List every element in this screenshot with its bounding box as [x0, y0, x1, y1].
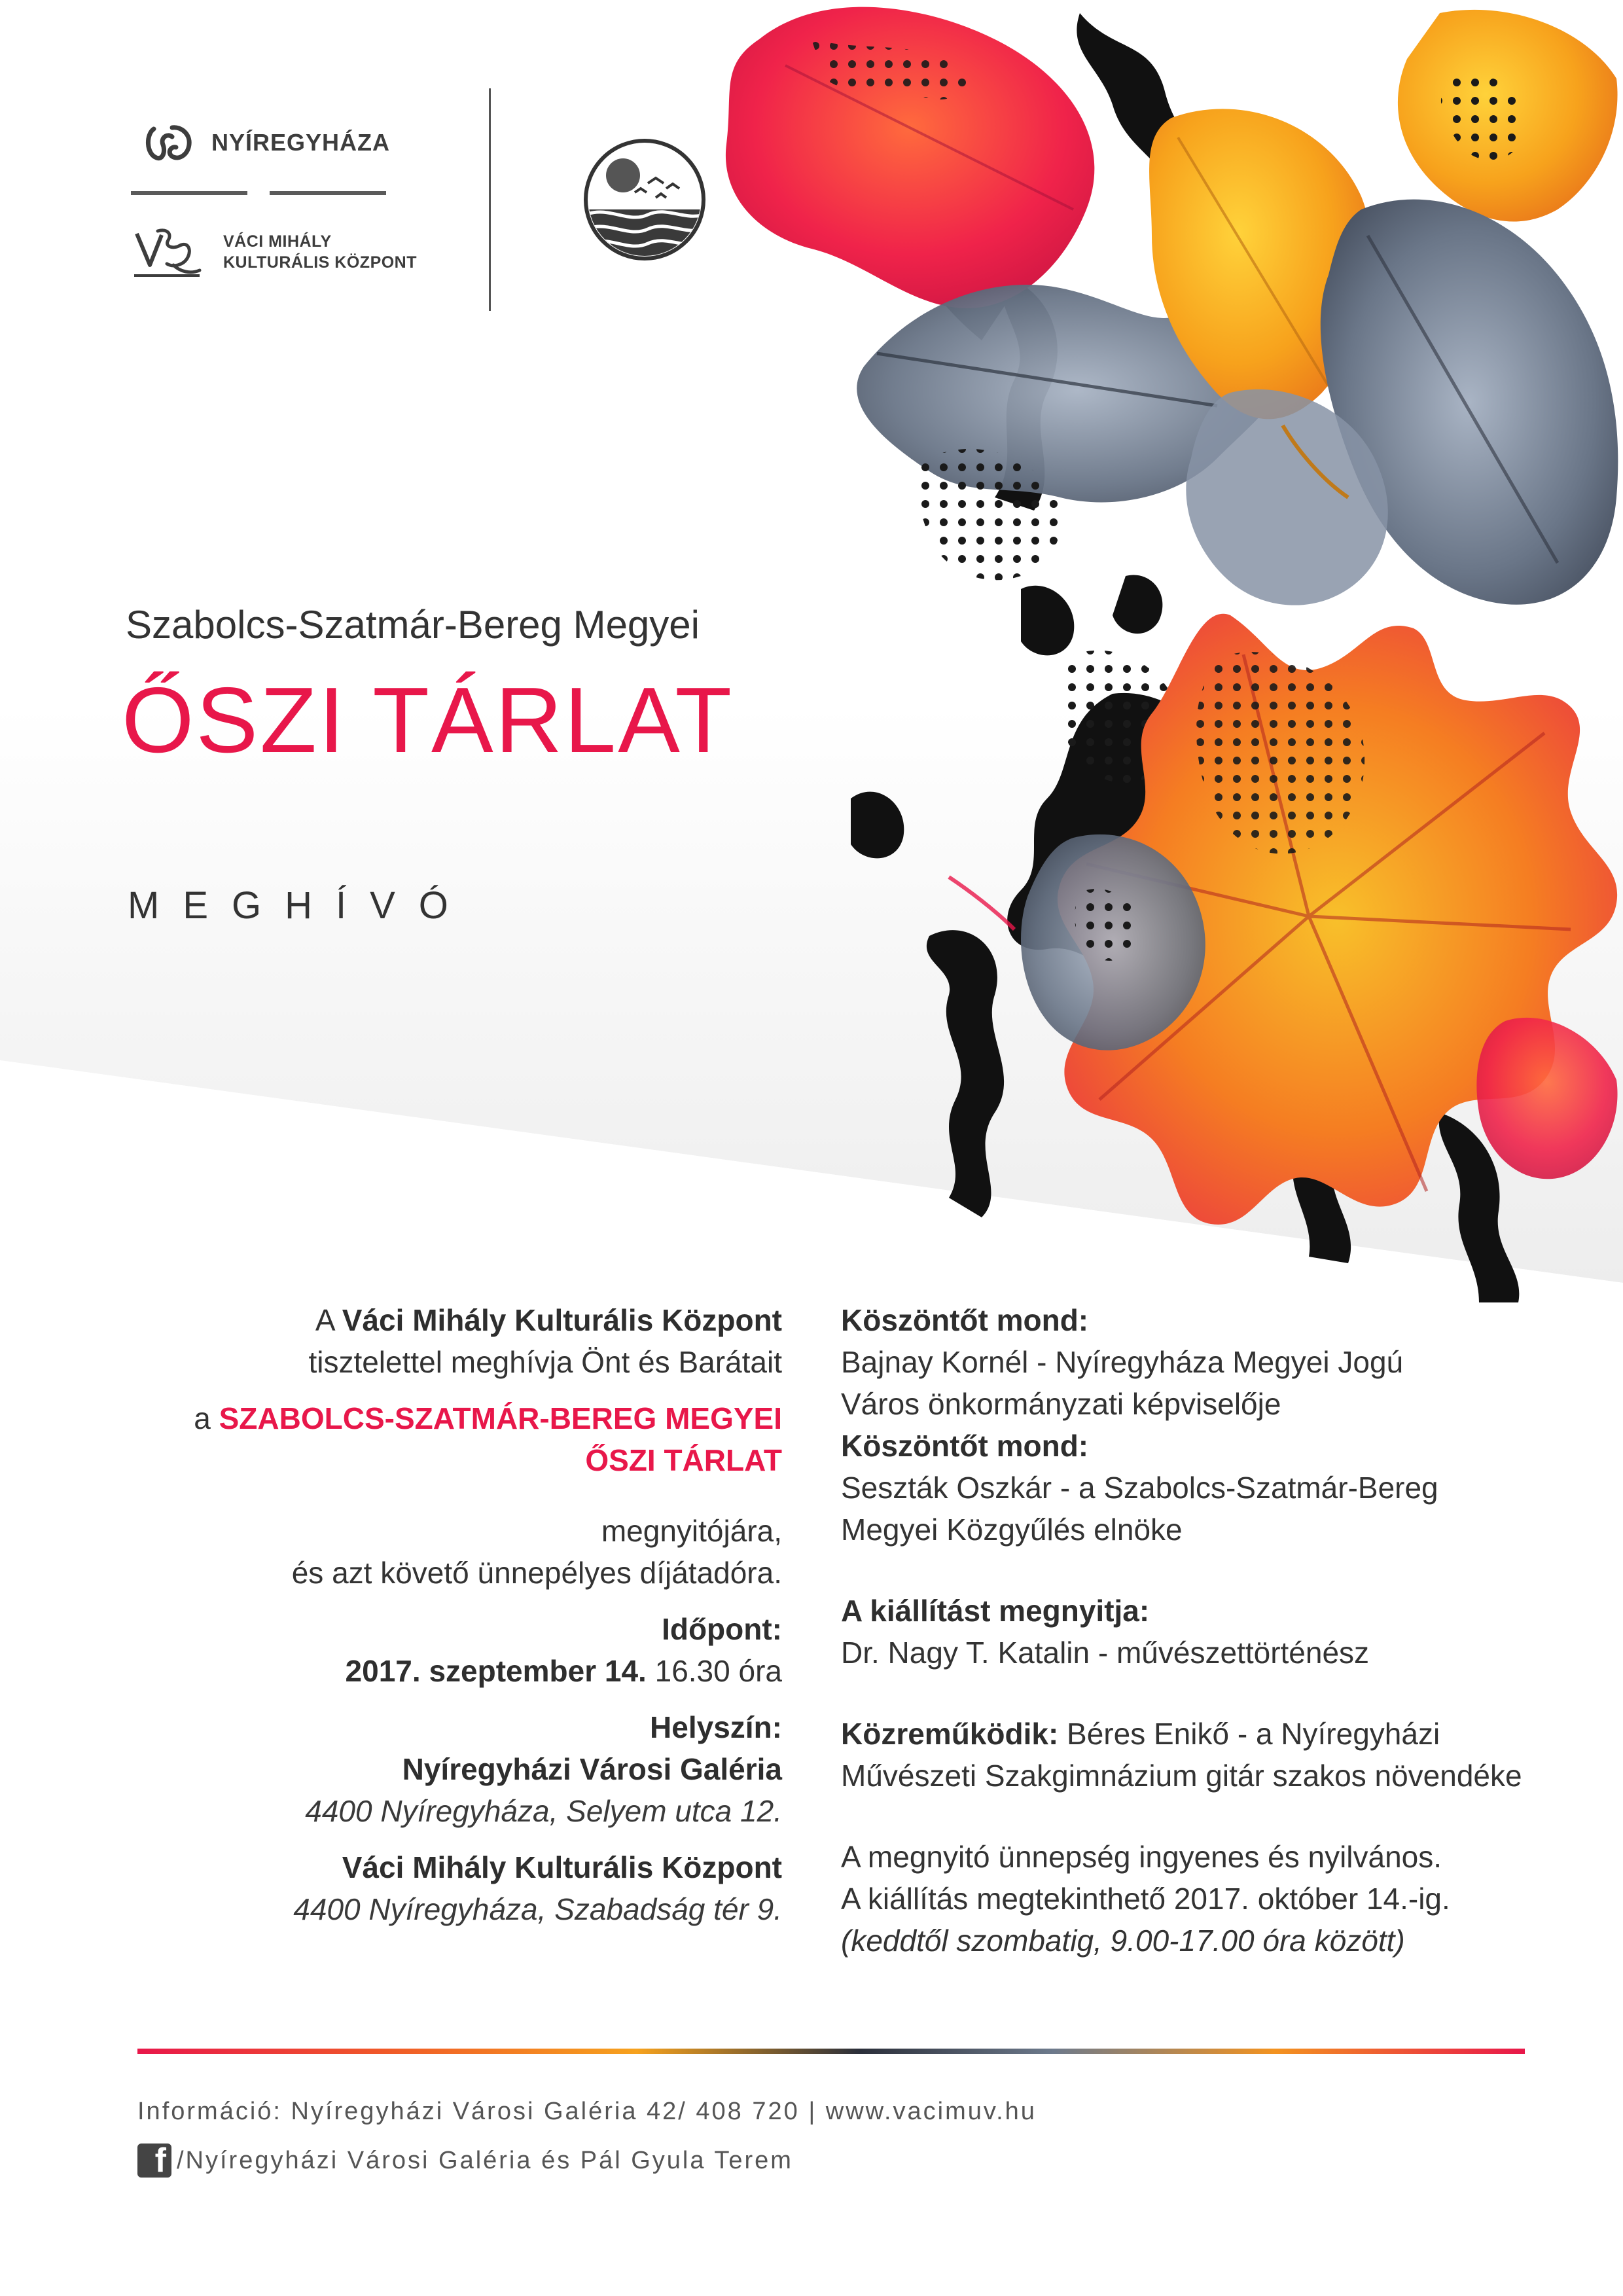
greeting2-line2: Megyei Közgyűlés elnöke — [841, 1513, 1183, 1547]
facebook-page-text[interactable]: /Nyíregyházi Városi Galéria és Pál Gyula Terem — [177, 2146, 793, 2174]
event-name-line1: SZABOLCS-SZATMÁR-BEREG MEGYEI — [219, 1401, 782, 1435]
facebook-icon[interactable] — [137, 2144, 171, 2178]
logo-separator — [489, 88, 491, 311]
logo-rule-left — [131, 191, 247, 195]
venue-label: Helyszín: — [650, 1710, 782, 1744]
nyiregyhaza-logo-text: NYÍREGYHÁZA — [211, 129, 391, 156]
opening-line1: megnyitójára, — [601, 1514, 782, 1548]
venue2-address: 4400 Nyíregyháza, Szabadság tér 9. — [293, 1892, 782, 1926]
gallery-round-logo-icon — [582, 137, 707, 262]
time-line — [118, 1650, 782, 1692]
vaci-mihaly-logo-icon — [128, 219, 206, 285]
facebook-line[interactable] — [137, 2144, 793, 2178]
footer-info: Információ: Nyíregyházi Városi Galéria 42/ 408 720 | www.vacimuv.hu — [137, 2098, 1037, 2125]
time-label: Időpont: — [662, 1612, 782, 1646]
opener-label: A kiállítást megnyitja: — [841, 1594, 1150, 1628]
time-date: 2017. szeptember 14. — [345, 1654, 647, 1688]
footer-gradient-rule — [137, 2049, 1525, 2054]
vaci-mihaly-logo — [128, 219, 417, 285]
page-subtitle: Szabolcs-Szatmár-Bereg Megyei — [126, 603, 700, 647]
opener-name: Dr. Nagy T. Katalin - művészettörténész — [841, 1636, 1370, 1670]
facebook-glyph: f — [154, 2142, 166, 2179]
contrib-label: Közreműködik: — [841, 1717, 1059, 1751]
time-hour: 16.30 óra — [646, 1654, 782, 1688]
invitation-label: MEGHÍVÓ — [128, 884, 472, 927]
greeting2-label: Köszöntőt mond: — [841, 1429, 1089, 1463]
org-name: Váci Mihály Kulturális Központ — [342, 1303, 782, 1337]
venue1-name: Nyíregyházi Városi Galéria — [402, 1752, 782, 1786]
greeting1-line2: Város önkormányzati képviselője — [841, 1387, 1281, 1421]
contrib-name: Béres Enikő - a Nyíregyházi — [1058, 1717, 1440, 1751]
opening-line2: és azt követő ünnepélyes díjátadóra. — [291, 1556, 782, 1590]
greeting1-label: Köszöntőt mond: — [841, 1303, 1089, 1337]
contrib-line2: Művészeti Szakgimnázium gitár szakos növendéke — [841, 1759, 1522, 1793]
event-prefix: a — [194, 1401, 219, 1435]
nyiregyhaza-logo — [141, 115, 390, 171]
invitation-details-right — [841, 1299, 1548, 1962]
vaci-logo-line2: KULTURÁLIS KÖZPONT — [223, 253, 418, 272]
greeting1-line1: Bajnay Kornél - Nyíregyháza Megyei Jogú — [841, 1345, 1404, 1379]
page-title: ŐSZI TÁRLAT — [122, 668, 734, 772]
note-line2: A kiállítás megtekinthető 2017. október 14.-ig. — [841, 1882, 1450, 1916]
invitation-details-left — [118, 1299, 782, 1930]
contrib-line1 — [841, 1713, 1548, 1755]
greeting2-line1: Seszták Oszkár - a Szabolcs-Szatmár-Bereg — [841, 1471, 1438, 1505]
org-prefix: A — [315, 1303, 342, 1337]
event-name-line2: ŐSZI TÁRLAT — [585, 1443, 782, 1477]
vaci-logo-line1: VÁCI MIHÁLY — [223, 232, 332, 251]
note-line1: A megnyitó ünnepség ingyenes és nyilvános. — [841, 1840, 1442, 1874]
invite-line: tisztelettel meghívja Önt és Barátait — [308, 1345, 782, 1379]
nyiregyhaza-logo-icon — [141, 115, 197, 171]
logo-rule-right — [270, 191, 386, 195]
event-line1 — [118, 1397, 782, 1439]
note-line3: (keddtől szombatig, 9.00-17.00 óra között) — [841, 1924, 1405, 1958]
venue2-name: Váci Mihály Kulturális Központ — [342, 1850, 782, 1884]
venue1-address: 4400 Nyíregyháza, Selyem utca 12. — [305, 1794, 782, 1828]
vaci-mihaly-logo-text — [223, 231, 417, 273]
logo-rules — [131, 191, 389, 195]
org-line — [118, 1299, 782, 1341]
